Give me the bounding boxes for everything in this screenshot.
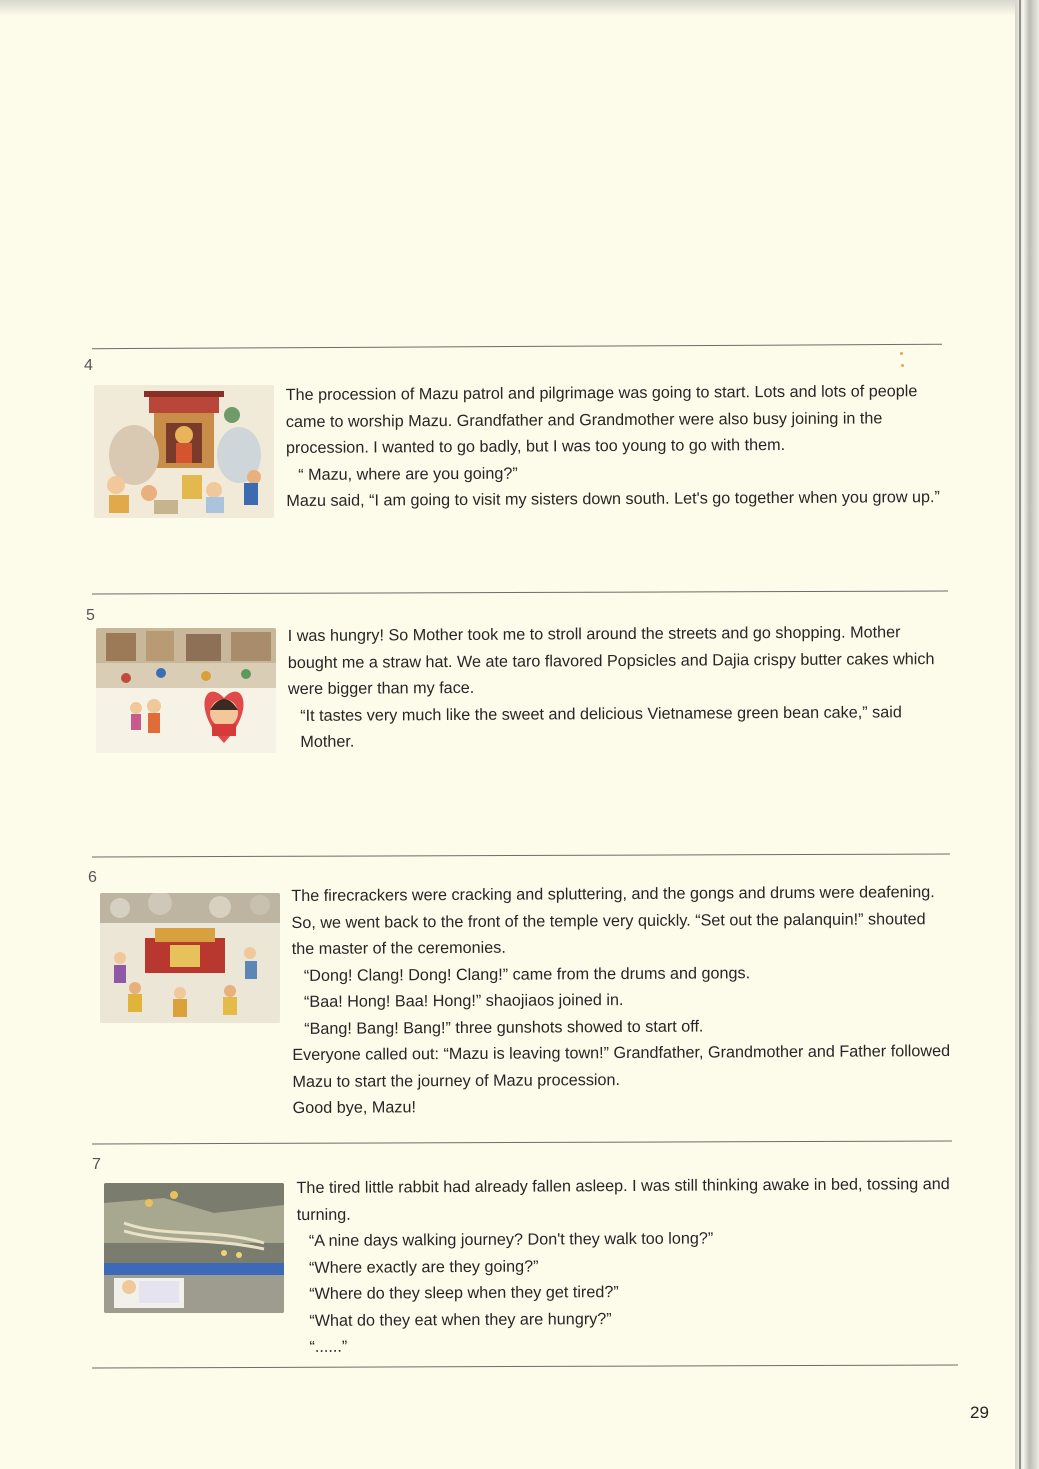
section-number: 7 [92, 1156, 101, 1173]
paragraph: “It tastes very much like the sweet and delicious Vietnamese green bean cake,” said Mother. [300, 702, 902, 751]
paragraph: “Baa! Hong! Baa! Hong!” shaojiaos joined in. [303, 990, 624, 1011]
book-page-edge [1015, 0, 1039, 1469]
divider-rule [92, 591, 948, 595]
paragraph: Good bye, Mazu! [292, 1098, 416, 1118]
paragraph: “ Mazu, where are you going?” [298, 464, 518, 484]
paragraph: “Where exactly are they going?” [308, 1257, 539, 1277]
paragraph: “Where do they sleep when they get tired?” [309, 1283, 619, 1303]
paragraph: Everyone called out: “Mazu is leaving town!” Grandfather, Grandmother and Father followed Mazu to start the journey of Mazu procession. [292, 1041, 951, 1091]
bedtime-map-illustration [104, 1183, 284, 1313]
paragraph: The firecrackers were cracking and spluttering, and the gongs and drums were deafening. So, we went back to the front of the temple very quickly. “Set out the palanquin!” shouted the master of the ceremonies. [291, 883, 935, 959]
divider-rule [92, 344, 942, 349]
section-number: 4 [84, 357, 93, 374]
paragraph: The tired little rabbit had already fallen asleep. I was still thinking awake in bed, tossing and turning. [296, 1175, 950, 1224]
temple-procession-illustration [94, 385, 274, 518]
paragraph: The procession of Mazu patrol and pilgrimage was going to start. Lots and lots of people came to worship Mazu. Grandfather and Grandmother were also busy joining in the procession. I wanted to go badly, but I was too young to go with them. [285, 382, 918, 458]
divider-rule [92, 854, 950, 858]
section-number: 6 [88, 869, 97, 886]
section-5-text [288, 619, 949, 756]
page-number: 29 [970, 1403, 989, 1422]
paragraph: “A nine days walking journey? Don't they walk too long?” [308, 1229, 714, 1250]
paragraph: “Bang! Bang! Bang!” three gunshots showed to start off. [304, 1017, 704, 1038]
palanquin-crowd-illustration [100, 893, 280, 1023]
section-number: 5 [86, 607, 95, 624]
street-shopping-illustration [96, 628, 276, 753]
paragraph: Mazu said, “I am going to visit my sisters down south. Let's go together when you grow up.” [286, 488, 940, 511]
section-7-text [296, 1171, 957, 1361]
section-6-text [291, 879, 952, 1122]
page-top-shadow [0, 0, 1015, 16]
paragraph: I was hungry! So Mother took me to stroll around the streets and go shopping. Mother bought me a straw hat. We ate taro flavored Popsicles and Dajia crispy butter cakes which were bigger than my face. [287, 623, 935, 699]
section-4-text [286, 378, 947, 515]
print-speck [901, 364, 904, 367]
divider-rule [92, 1140, 952, 1144]
print-speck [900, 352, 903, 355]
paragraph: “Dong! Clang! Dong! Clang!” came from the drums and gongs. [303, 963, 751, 985]
paragraph: “......” [309, 1337, 348, 1356]
divider-rule [92, 1364, 958, 1368]
paragraph: “What do they eat when they are hungry?” [309, 1309, 612, 1330]
